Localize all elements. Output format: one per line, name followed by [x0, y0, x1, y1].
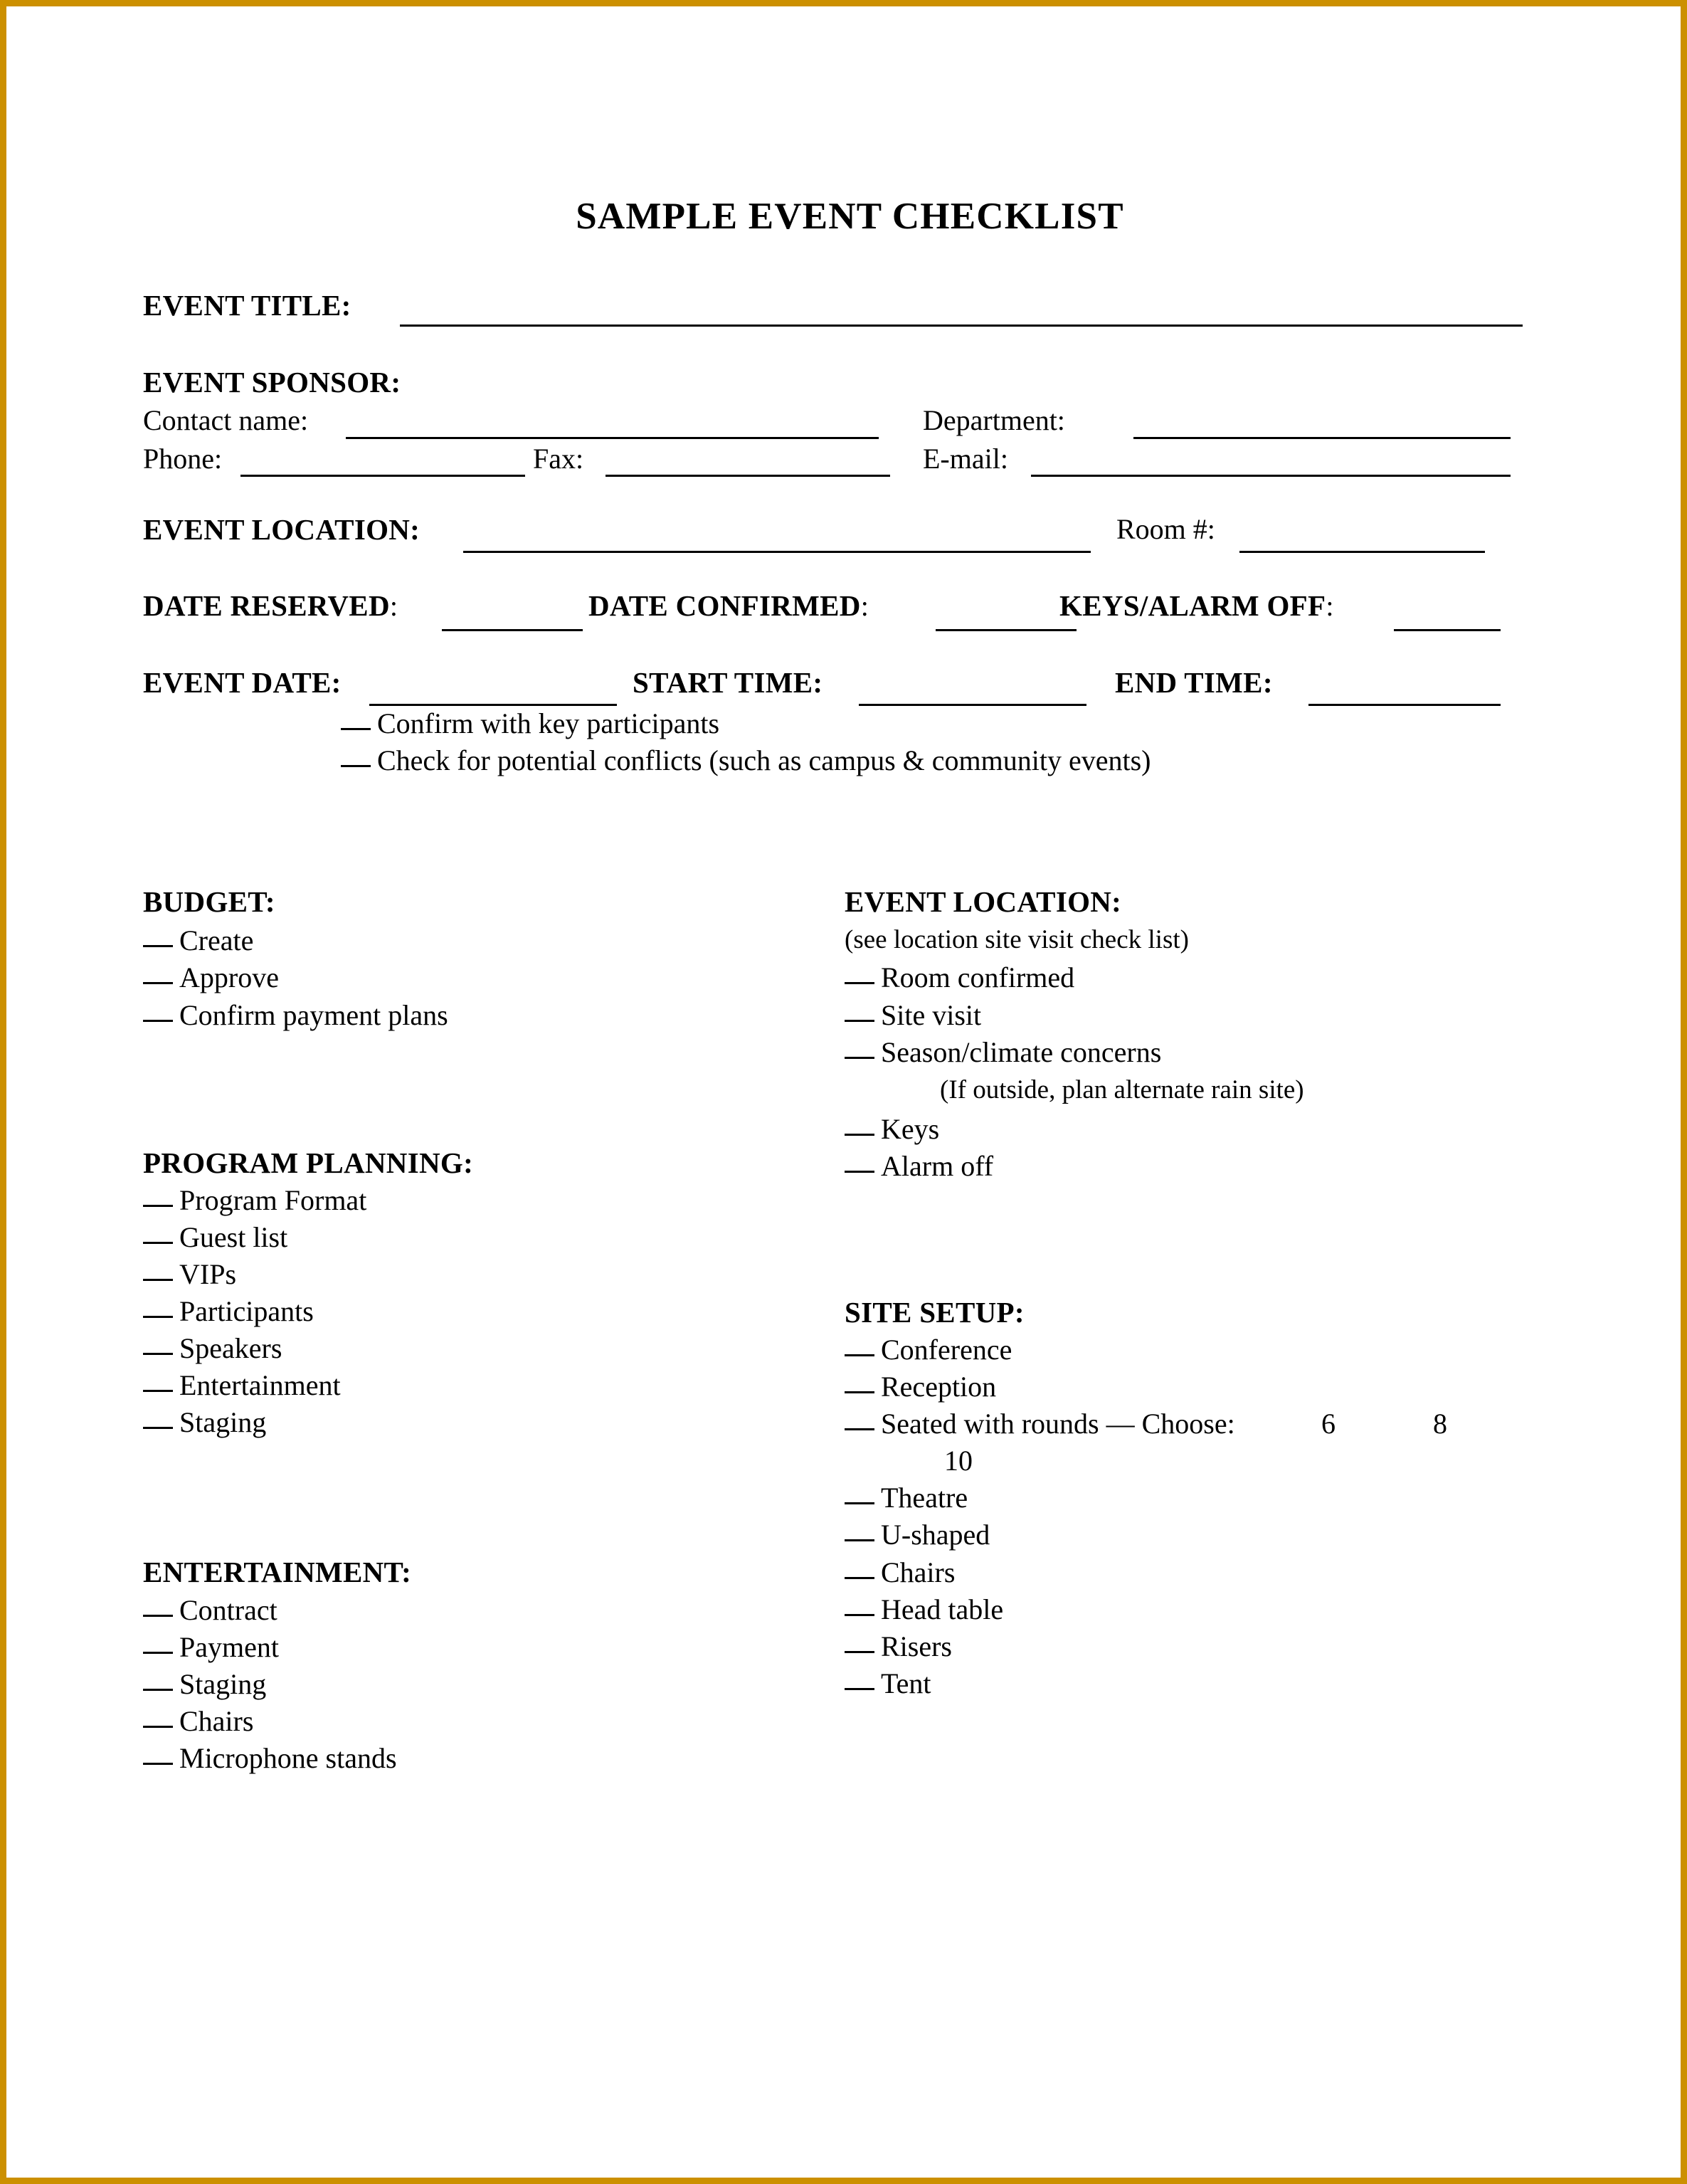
date-confirmed-colon: : [860, 590, 869, 622]
list-item[interactable] [143, 1707, 253, 1736]
list-item-label: Keys [881, 1113, 940, 1145]
event-location-note: (see location site visit check list) [845, 925, 1189, 954]
list-item-label: Staging [179, 1406, 267, 1438]
list-item-label: Head table [881, 1593, 1004, 1625]
list-item[interactable] [143, 1408, 266, 1437]
fax-input[interactable] [605, 475, 890, 477]
list-item-label: Program Format [179, 1184, 367, 1216]
checkbox-blank[interactable] [845, 1577, 874, 1579]
list-item-label: Theatre [881, 1482, 968, 1514]
list-item-label: Speakers [179, 1332, 282, 1364]
event-location-input[interactable] [463, 551, 1091, 553]
section-heading-budget: BUDGET: [143, 885, 275, 918]
rounds-option-10[interactable]: 10 [944, 1445, 973, 1477]
list-item[interactable] [845, 1115, 939, 1144]
checkbox-blank[interactable] [845, 982, 874, 984]
event-sponsor-heading: EVENT SPONSOR: [143, 366, 401, 399]
contact-name-input[interactable] [346, 437, 879, 439]
checkbox-blank[interactable] [143, 1615, 173, 1617]
checkbox-blank[interactable] [845, 1651, 874, 1653]
checkbox-blank[interactable] [341, 765, 371, 767]
event-date-label: EVENT DATE: [143, 666, 342, 699]
checkbox-blank[interactable] [143, 1763, 173, 1765]
start-time-label: START TIME: [633, 666, 823, 699]
list-item[interactable] [143, 924, 254, 956]
date-confirmed-input[interactable] [936, 629, 1077, 631]
list-item-label: Check for potential conflicts (such as campus & community events) [377, 744, 1151, 776]
checkbox-blank[interactable] [143, 982, 173, 984]
list-item[interactable] [143, 1596, 277, 1625]
checkbox-blank[interactable] [845, 1391, 874, 1393]
list-item-label: Season/climate concerns [881, 1036, 1162, 1068]
list-item[interactable] [143, 1670, 266, 1699]
rounds-option-6[interactable]: 6 [1321, 1408, 1336, 1440]
event-title-label: EVENT TITLE: [143, 289, 351, 322]
checkbox-blank[interactable] [845, 1134, 874, 1136]
list-item-label: Entertainment [179, 1369, 341, 1401]
checkbox-blank[interactable] [143, 1726, 173, 1728]
department-input[interactable] [1133, 437, 1511, 439]
list-item[interactable] [845, 1669, 931, 1698]
date-reserved-label: DATE RESERVED [143, 589, 390, 622]
checkbox-blank[interactable] [845, 1057, 874, 1059]
list-item-label: Contract [179, 1594, 277, 1626]
checkbox-blank[interactable] [143, 1020, 173, 1022]
list-item[interactable] [143, 1334, 282, 1363]
list-item-label: Chairs [179, 1705, 254, 1737]
list-item[interactable] [341, 744, 1151, 776]
list-item[interactable] [143, 1633, 279, 1662]
end-time-input[interactable] [1308, 704, 1501, 706]
list-item[interactable] [341, 709, 719, 738]
checkbox-blank[interactable] [143, 1689, 173, 1691]
date-confirmed-label: DATE CONFIRMED [588, 589, 861, 622]
list-item-label: Microphone stands [179, 1742, 397, 1774]
section-heading-entertainment: ENTERTAINMENT: [143, 1556, 412, 1588]
checkbox-blank[interactable] [143, 1242, 173, 1244]
list-item-label: Create [179, 924, 254, 956]
list-item[interactable] [845, 1484, 968, 1512]
phone-label: Phone: [143, 443, 223, 475]
checkbox-blank[interactable] [845, 1020, 874, 1022]
list-item-label: Guest list [179, 1221, 288, 1253]
list-item-label: Room confirmed [881, 961, 1075, 993]
list-item-label: VIPs [179, 1258, 237, 1290]
checkbox-blank[interactable] [845, 1428, 874, 1430]
email-label: E-mail: [923, 443, 1008, 475]
section-heading-site-setup: SITE SETUP: [845, 1296, 1025, 1329]
list-item-label: Risers [881, 1630, 952, 1662]
checkbox-blank[interactable] [143, 1427, 173, 1429]
checkbox-blank[interactable] [143, 1652, 173, 1654]
checkbox-blank[interactable] [845, 1688, 874, 1690]
list-item-label: Participants [179, 1295, 314, 1327]
checkbox-blank[interactable] [143, 1353, 173, 1355]
list-item-label: Conference [881, 1334, 1012, 1366]
event-date-input[interactable] [369, 704, 617, 706]
start-time-input[interactable] [859, 704, 1086, 706]
rounds-option-8[interactable]: 8 [1433, 1408, 1447, 1440]
checkbox-blank[interactable] [143, 1316, 173, 1318]
checkbox-blank[interactable] [845, 1171, 874, 1173]
checkbox-blank[interactable] [845, 1614, 874, 1616]
list-item[interactable] [143, 1297, 314, 1326]
list-item[interactable] [845, 1632, 952, 1661]
list-item[interactable] [143, 1371, 341, 1400]
list-item[interactable] [143, 961, 279, 993]
list-item[interactable] [143, 1223, 287, 1252]
list-item-label: Alarm off [881, 1150, 994, 1182]
list-item-label: Confirm with key participants [377, 707, 720, 739]
list-item[interactable] [143, 1186, 366, 1215]
event-title-input[interactable] [400, 325, 1523, 327]
list-item-label: U-shaped [881, 1519, 990, 1551]
checkbox-blank[interactable] [845, 1539, 874, 1541]
section-heading-event-location: EVENT LOCATION: [845, 885, 1122, 918]
page-title: SAMPLE EVENT CHECKLIST [576, 196, 1124, 237]
list-item-label: Approve [179, 961, 279, 993]
checkbox-blank[interactable] [845, 1502, 874, 1504]
end-time-label: END TIME: [1115, 666, 1273, 699]
list-item-label: Chairs [881, 1556, 956, 1588]
checkbox-blank[interactable] [143, 1390, 173, 1392]
keys-alarm-off-colon: : [1326, 590, 1334, 622]
phone-input[interactable] [240, 475, 525, 477]
list-item-label: Seated with rounds — Choose: [881, 1408, 1235, 1440]
list-item-label: Staging [179, 1668, 267, 1700]
keys-alarm-off-label: KEYS/ALARM OFF [1059, 589, 1326, 622]
checkbox-blank[interactable] [143, 1279, 173, 1281]
list-item[interactable] [143, 1744, 397, 1773]
section-heading-program-planning: PROGRAM PLANNING: [143, 1146, 474, 1179]
fax-label: Fax: [533, 443, 584, 475]
list-item[interactable] [845, 1558, 955, 1587]
list-item-label: Confirm payment plans [179, 999, 448, 1031]
checkbox-blank[interactable] [341, 728, 371, 730]
keys-alarm-off-input[interactable] [1394, 629, 1501, 631]
room-number-input[interactable] [1239, 551, 1485, 553]
date-reserved-input[interactable] [442, 629, 583, 631]
email-input[interactable] [1031, 475, 1511, 477]
checkbox-blank[interactable] [845, 1354, 874, 1356]
list-item[interactable] [845, 1521, 990, 1549]
list-item-label: Site visit [881, 999, 982, 1031]
list-item-label: Reception [881, 1371, 997, 1403]
list-item[interactable] [845, 1038, 1161, 1067]
list-item[interactable] [143, 1260, 236, 1289]
list-item[interactable] [845, 1336, 1012, 1364]
list-item[interactable] [845, 1595, 1003, 1624]
list-item-label: Tent [881, 1667, 931, 1699]
list-item[interactable] [845, 1001, 981, 1030]
list-item[interactable] [845, 961, 1075, 993]
department-label: Department: [923, 404, 1065, 436]
date-reserved-colon: : [389, 590, 398, 622]
checkbox-blank[interactable] [143, 945, 173, 947]
document-sheet [6, 6, 1687, 2184]
event-location-label: EVENT LOCATION: [143, 513, 421, 546]
room-number-label: Room #: [1116, 513, 1215, 545]
list-item-label: Payment [179, 1631, 279, 1663]
list-item[interactable] [845, 1152, 993, 1181]
list-item[interactable] [143, 1001, 448, 1030]
checkbox-blank[interactable] [143, 1205, 173, 1207]
list-item[interactable] [845, 1373, 996, 1401]
list-item[interactable] [845, 1410, 1235, 1438]
contact-name-label: Contact name: [143, 404, 309, 436]
rain-site-note: (If outside, plan alternate rain site) [940, 1075, 1304, 1104]
